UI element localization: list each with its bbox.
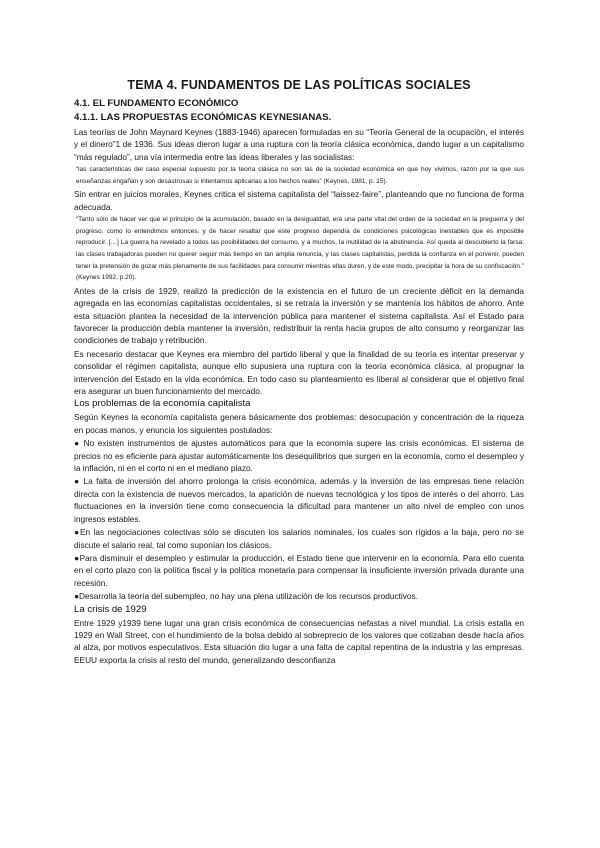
quote-paragraph: “Tanto sólo de hacer ver que el principio de la acumulación, basado en la desigualdad, era una parte vital del orden de la sociedad en la preguerra y del progreso, como lo entendimos entonces, y de hacer resaltar que este progreso dependía de condiciones psicológicas inestables que es imposible reproducir. […] La guerra ha revelado a todos las posibilidades del consumo, y a muchos, la inutilidad de la abstinencia. Así queda al descubierto la farsa; las clases trabajadoras pueden no querer seguir más tiempo en tan amplia renuncia, y las clases capitalistas, perdida la confianza en el porvenir, pueden tener la pretensión de gozar más plenamente de sus facilidades para consumir mientras ellas duren, y de este modo, precipitar la hora de su confiscación.” (Keynes 1992, p.20). bbox=[76, 216, 524, 282]
paragraph: Sin entrar en juicios morales, Keynes critica el sistema capitalista del “laissez-faire”, planteando que no funciona de forma adecuada. bbox=[74, 189, 524, 212]
paragraph: Entre 1929 y1939 tiene lugar una gran crisis económica de consecuencias nefastas a nivel mundial. La crisis estalla en 1929 en Wall Street, con el hundimiento de la bolsa debido al sobreprecio de los valores que cotizaban desde hacía años al alza, por motivos especulativos. Esta situación dio lugar a una falta de capital repentina de la industria y las empresas. EEUU exporta la crisis al resto del mundo, generalizando desconfianza bbox=[74, 617, 524, 665]
page-title: TEMA 4. FUNDAMENTOS DE LAS POLÍTICAS SOCIALES bbox=[127, 78, 471, 92]
section-heading: 4.1. EL FUNDAMENTO ECONÓMICO bbox=[74, 98, 239, 109]
bullet-item: ●Desarrolla la teoría del subempleo, no hay una plena utilización de los recursos productivos. bbox=[74, 591, 418, 602]
bullet-item: ●En las negociaciones colectivas sólo se discuten los salarios nominales, los cuales son rígidos a la baja, pero no se discute el salario real, tal como suponían los clásicos. bbox=[74, 527, 524, 550]
bullet-item: ● La falta de inversión del ahorro prolonga la crisis económica, además y la inversión de las empresas tiene relación directa con la existencia de nuevos mercados, la aparición de nuevas tecnológica y los tipos de interés o del ahorro. Las fluctuaciones en la inversión tiene como consecuencia la dificultad para mantener un alto nivel de empleo con unos ingresos estables. bbox=[74, 476, 524, 524]
section-heading-crisis: La crisis de 1929 bbox=[74, 603, 147, 615]
paragraph: Antes de la crisis de 1929, realizó la predicción de la existencia en el futuro de un creciente déficit en la demanda agregada en las economías capitalistas occidentales, si se retraía la inversión y se mantenía los hábitos de ahorro. Ante esta situación plantea la necesidad de la intervención pública para mantener el sistema capitalista. Así el Estado para favorecer la producción debía mantener la inversión, redistribuir la renta hacia grupos de alto consumo y reorganizar las condiciones de trabajo y retribución. bbox=[74, 285, 524, 346]
paragraph: Es necesario destacar que Keynes era miembro del partido liberal y que la finalidad de su teoría es intentar preservar y consolidar el régimen capitalista, aunque ello supusiera una ruptura con la teoría económica clásica, al propugnar la intervención del Estado en la vida económica. En todo caso su planteamiento es liberal al considerar que el objetivo final era asegurar un buen funcionamiento del mercado. bbox=[74, 348, 524, 397]
section-heading-problems: Los problemas de la economía capitalista bbox=[74, 398, 251, 410]
bullet-item: ●Para disminuir el desempleo y estimular la producción, el Estado tiene que intervenir en la economía. Para ello cuenta en el corto plazo con la política fiscal y la política monetaria para compensar la insuficiente inversión privada durante una recesión. bbox=[74, 552, 524, 588]
quote-paragraph: “las características del caso especial supuesto por la teoría clásica no son las de la sociedad económica en que hoy vivimos, razón por la que sus enseñanzas engañan y son desastrosas si intentamos aplicarlas a los hechos reales” (Keynes, 1981, p. 15). bbox=[76, 166, 524, 185]
paragraph: Las teorías de John Maynard Keynes (1883-1946) aparecen formuladas en su “Teoría General de la ocupación, el interés y el dinero”1 de 1936. Sus ideas dieron lugar a una ruptura con la teoría clásica económica, dando lugar a un capitalismo “más regulado”, una vía intermedia entre las ideas liberales y las socialistas: bbox=[74, 127, 524, 162]
bullet-item: ● No existen instrumentos de ajustes automáticos para que la economía supere las crisis económicas. El sistema de precios no es eficiente para ajustar automáticamente los desequilibrios que surgen en la economía, como el desempleo y la inflación, ni en el corto ni en el mediano plazo. bbox=[74, 438, 524, 474]
paragraph: Según Keynes la economía capitalista genera básicamente dos problemas: desocupación y concentración de la riqueza en pocas manos, y enuncia los siguientes postulados: bbox=[74, 412, 524, 435]
subsection-heading: 4.1.1. LAS PROPUESTAS ECONÓMICAS KEYNESIANAS. bbox=[74, 112, 332, 123]
